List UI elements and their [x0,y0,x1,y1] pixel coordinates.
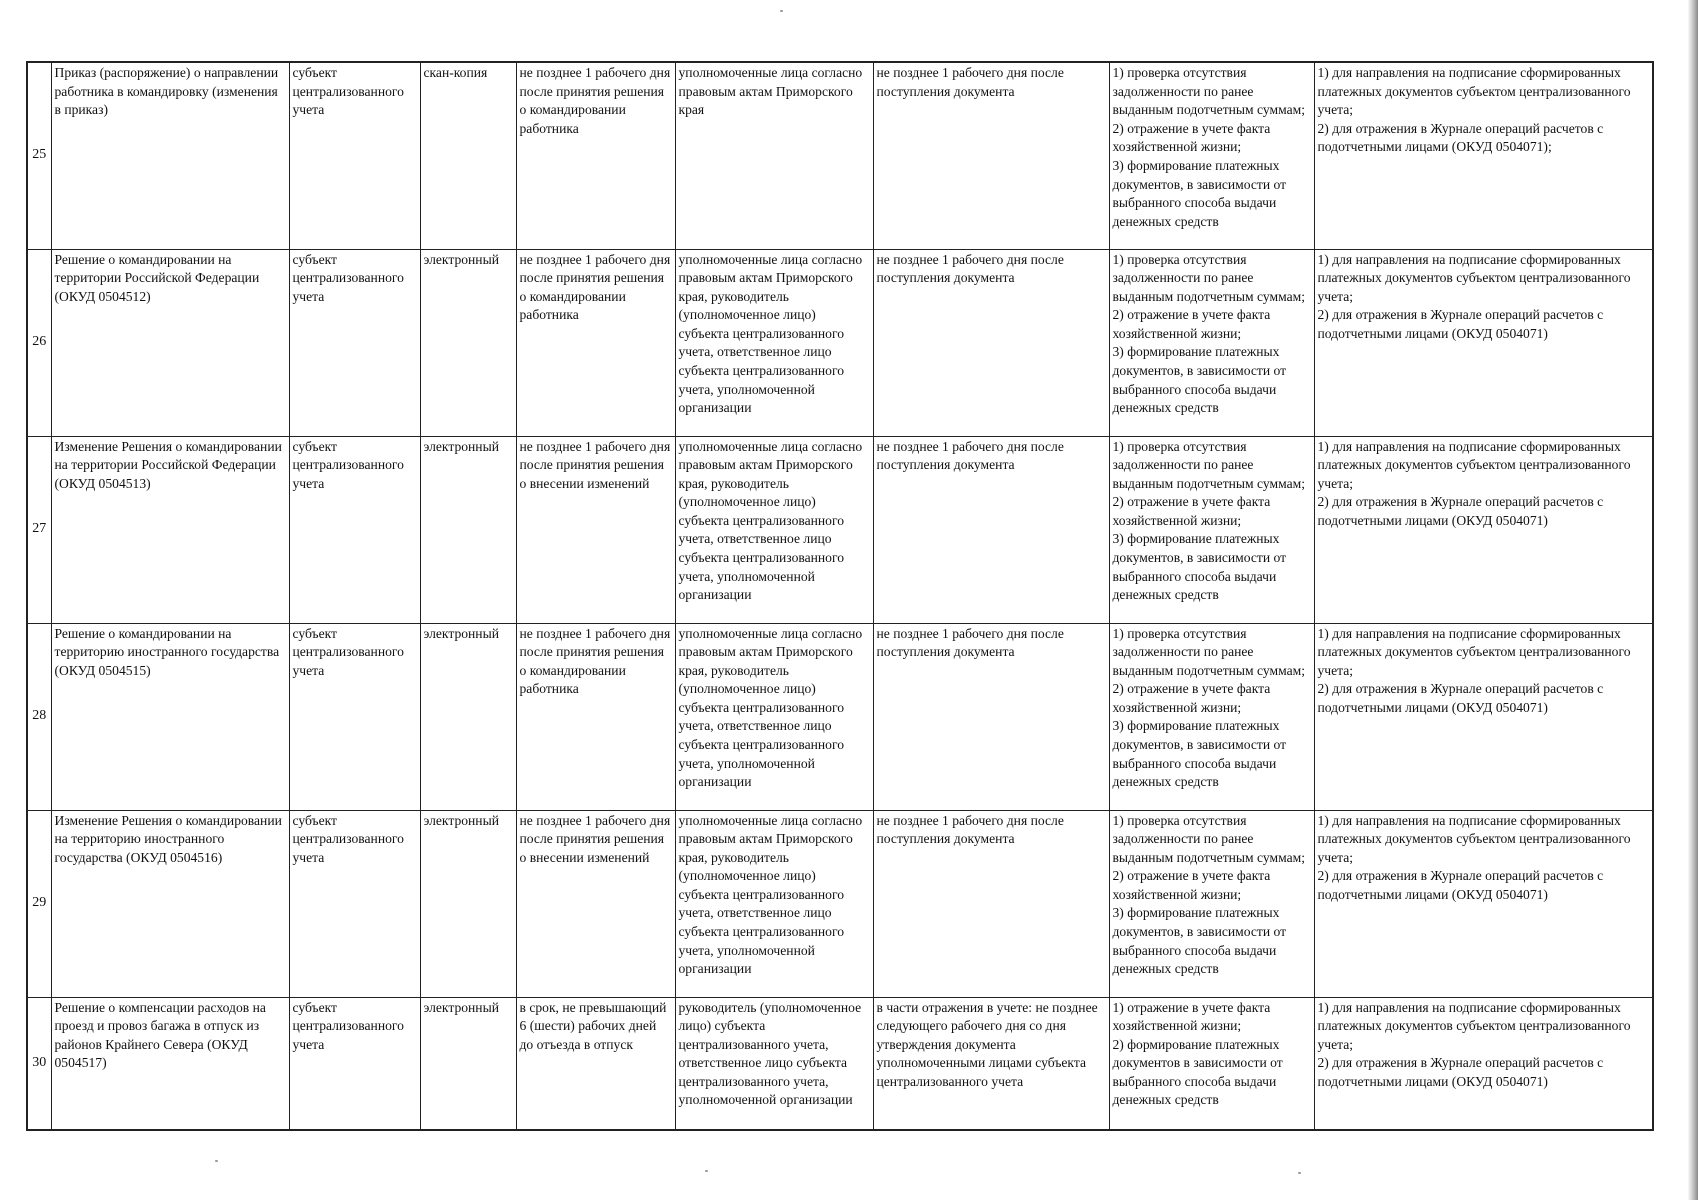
creator-cell: субъект централизованного учета [289,810,420,997]
signers-cell: руководитель (уполномоченное лицо) субъекта централизованного учета, ответственное лицо субъекта централизованного учета, уполномоченной организации [675,997,873,1130]
table-row [27,623,1653,810]
purpose-cell: 1) для направления на подписание сформированных платежных документов субъектом централизованного учета; 2) для отражения в Журнале операций расчетов с подотчетными лицами (ОКУД 0504071); [1314,62,1653,249]
document-register-table [26,61,1654,1131]
purpose-cell: 1) для направления на подписание сформированных платежных документов субъектом централизованного учета; 2) для отражения в Журнале операций расчетов с подотчетными лицами (ОКУД 0504071) [1314,810,1653,997]
creator-cell: субъект централизованного учета [289,436,420,623]
document-name-cell: Изменение Решения о командировании на территории Российской Федерации (ОКУД 0504513) [51,436,289,623]
document-name-cell: Решение о командировании на территории Российской Федерации (ОКУД 0504512) [51,249,289,436]
document-name-cell: Решение о командировании на территорию иностранного государства (ОКУД 0504515) [51,623,289,810]
transfer-deadline-cell: не позднее 1 рабочего дня после поступления документа [873,62,1109,249]
signers-cell: уполномоченные лица согласно правовым актам Приморского края, руководитель (уполномоченное лицо) субъекта централизованного учета, ответственное лицо субъекта централизованного учета, уполномоченной организации [675,249,873,436]
format-cell: электронный [420,810,516,997]
actions-cell: 1) проверка отсутствия задолженности по ранее выданным подотчетным суммам; 2) отражение в учете факта хозяйственной жизни; 3) формирование платежных документов, в зависимости от выбранного способа выдачи денежных средств [1109,623,1314,810]
table-row [27,997,1653,1130]
table-row [27,436,1653,623]
table-row [27,249,1653,436]
transfer-deadline-cell: не позднее 1 рабочего дня после поступления документа [873,810,1109,997]
row-number: 27 [27,436,51,623]
creation-deadline-cell: не позднее 1 рабочего дня после принятия решения о внесении изменений [516,810,675,997]
actions-cell: 1) проверка отсутствия задолженности по ранее выданным подотчетным суммам; 2) отражение в учете факта хозяйственной жизни; 3) формирование платежных документов, в зависимости от выбранного способа выдачи денежных средств [1109,810,1314,997]
format-cell: электронный [420,997,516,1130]
format-cell: электронный [420,249,516,436]
transfer-deadline-cell: в части отражения в учете: не позднее следующего рабочего дня со дня утверждения документа уполномоченными лицами субъекта централизованного учета [873,997,1109,1130]
signers-cell: уполномоченные лица согласно правовым актам Приморского края, руководитель (уполномоченное лицо) субъекта централизованного учета, ответственное лицо субъекта централизованного учета, уполномоченной организации [675,810,873,997]
signers-cell: уполномоченные лица согласно правовым актам Приморского края, руководитель (уполномоченное лицо) субъекта централизованного учета, ответственное лицо субъекта централизованного учета, уполномоченной организации [675,623,873,810]
signers-cell: уполномоченные лица согласно правовым актам Приморского края [675,62,873,249]
actions-cell: 1) проверка отсутствия задолженности по ранее выданным подотчетным суммам; 2) отражение в учете факта хозяйственной жизни; 3) формирование платежных документов, в зависимости от выбранного способа выдачи денежных средств [1109,249,1314,436]
row-number: 25 [27,62,51,249]
purpose-cell: 1) для направления на подписание сформированных платежных документов субъектом централизованного учета; 2) для отражения в Журнале операций расчетов с подотчетными лицами (ОКУД 0504071) [1314,436,1653,623]
document-name-cell: Приказ (распоряжение) о направлении работника в командировку (изменения в приказ) [51,62,289,249]
row-number: 28 [27,623,51,810]
creator-cell: субъект централизованного учета [289,249,420,436]
signers-cell: уполномоченные лица согласно правовым актам Приморского края, руководитель (уполномоченное лицо) субъекта централизованного учета, ответственное лицо субъекта централизованного учета, уполномоченной организации [675,436,873,623]
creator-cell: субъект централизованного учета [289,997,420,1130]
actions-cell: 1) проверка отсутствия задолженности по ранее выданным подотчетным суммам; 2) отражение в учете факта хозяйственной жизни; 3) формирование платежных документов, в зависимости от выбранного способа выдачи денежных средств [1109,62,1314,249]
creation-deadline-cell: не позднее 1 рабочего дня после принятия решения о командировании работника [516,249,675,436]
scan-speck [780,10,783,12]
document-name-cell: Изменение Решения о командировании на территорию иностранного государства (ОКУД 0504516) [51,810,289,997]
creation-deadline-cell: не позднее 1 рабочего дня после принятия решения о командировании работника [516,623,675,810]
table-row [27,810,1653,997]
table-row [27,62,1653,249]
actions-cell: 1) отражение в учете факта хозяйственной жизни; 2) формирование платежных документов в зависимости от выбранного способа выдачи денежных средств [1109,997,1314,1130]
page-edge-shadow [1688,0,1698,1200]
creator-cell: субъект централизованного учета [289,62,420,249]
creation-deadline-cell: не позднее 1 рабочего дня после принятия решения о внесении изменений [516,436,675,623]
row-number: 26 [27,249,51,436]
creation-deadline-cell: не позднее 1 рабочего дня после принятия решения о командировании работника [516,62,675,249]
transfer-deadline-cell: не позднее 1 рабочего дня после поступления документа [873,249,1109,436]
creator-cell: субъект централизованного учета [289,623,420,810]
scan-speck [705,1170,708,1172]
scan-speck [215,1160,218,1162]
format-cell: электронный [420,436,516,623]
document-name-cell: Решение о компенсации расходов на проезд и провоз багажа в отпуск из районов Крайнего Севера (ОКУД 0504517) [51,997,289,1130]
row-number: 30 [27,997,51,1130]
creation-deadline-cell: в срок, не превышающий 6 (шести) рабочих дней до отъезда в отпуск [516,997,675,1130]
purpose-cell: 1) для направления на подписание сформированных платежных документов субъектом централизованного учета; 2) для отражения в Журнале операций расчетов с подотчетными лицами (ОКУД 0504071) [1314,623,1653,810]
transfer-deadline-cell: не позднее 1 рабочего дня после поступления документа [873,623,1109,810]
scan-speck [1298,1172,1301,1174]
format-cell: скан-копия [420,62,516,249]
row-number: 29 [27,810,51,997]
actions-cell: 1) проверка отсутствия задолженности по ранее выданным подотчетным суммам; 2) отражение в учете факта хозяйственной жизни; 3) формирование платежных документов, в зависимости от выбранного способа выдачи денежных средств [1109,436,1314,623]
purpose-cell: 1) для направления на подписание сформированных платежных документов субъектом централизованного учета; 2) для отражения в Журнале операций расчетов с подотчетными лицами (ОКУД 0504071) [1314,249,1653,436]
format-cell: электронный [420,623,516,810]
transfer-deadline-cell: не позднее 1 рабочего дня после поступления документа [873,436,1109,623]
purpose-cell: 1) для направления на подписание сформированных платежных документов субъектом централизованного учета; 2) для отражения в Журнале операций расчетов с подотчетными лицами (ОКУД 0504071) [1314,997,1653,1130]
